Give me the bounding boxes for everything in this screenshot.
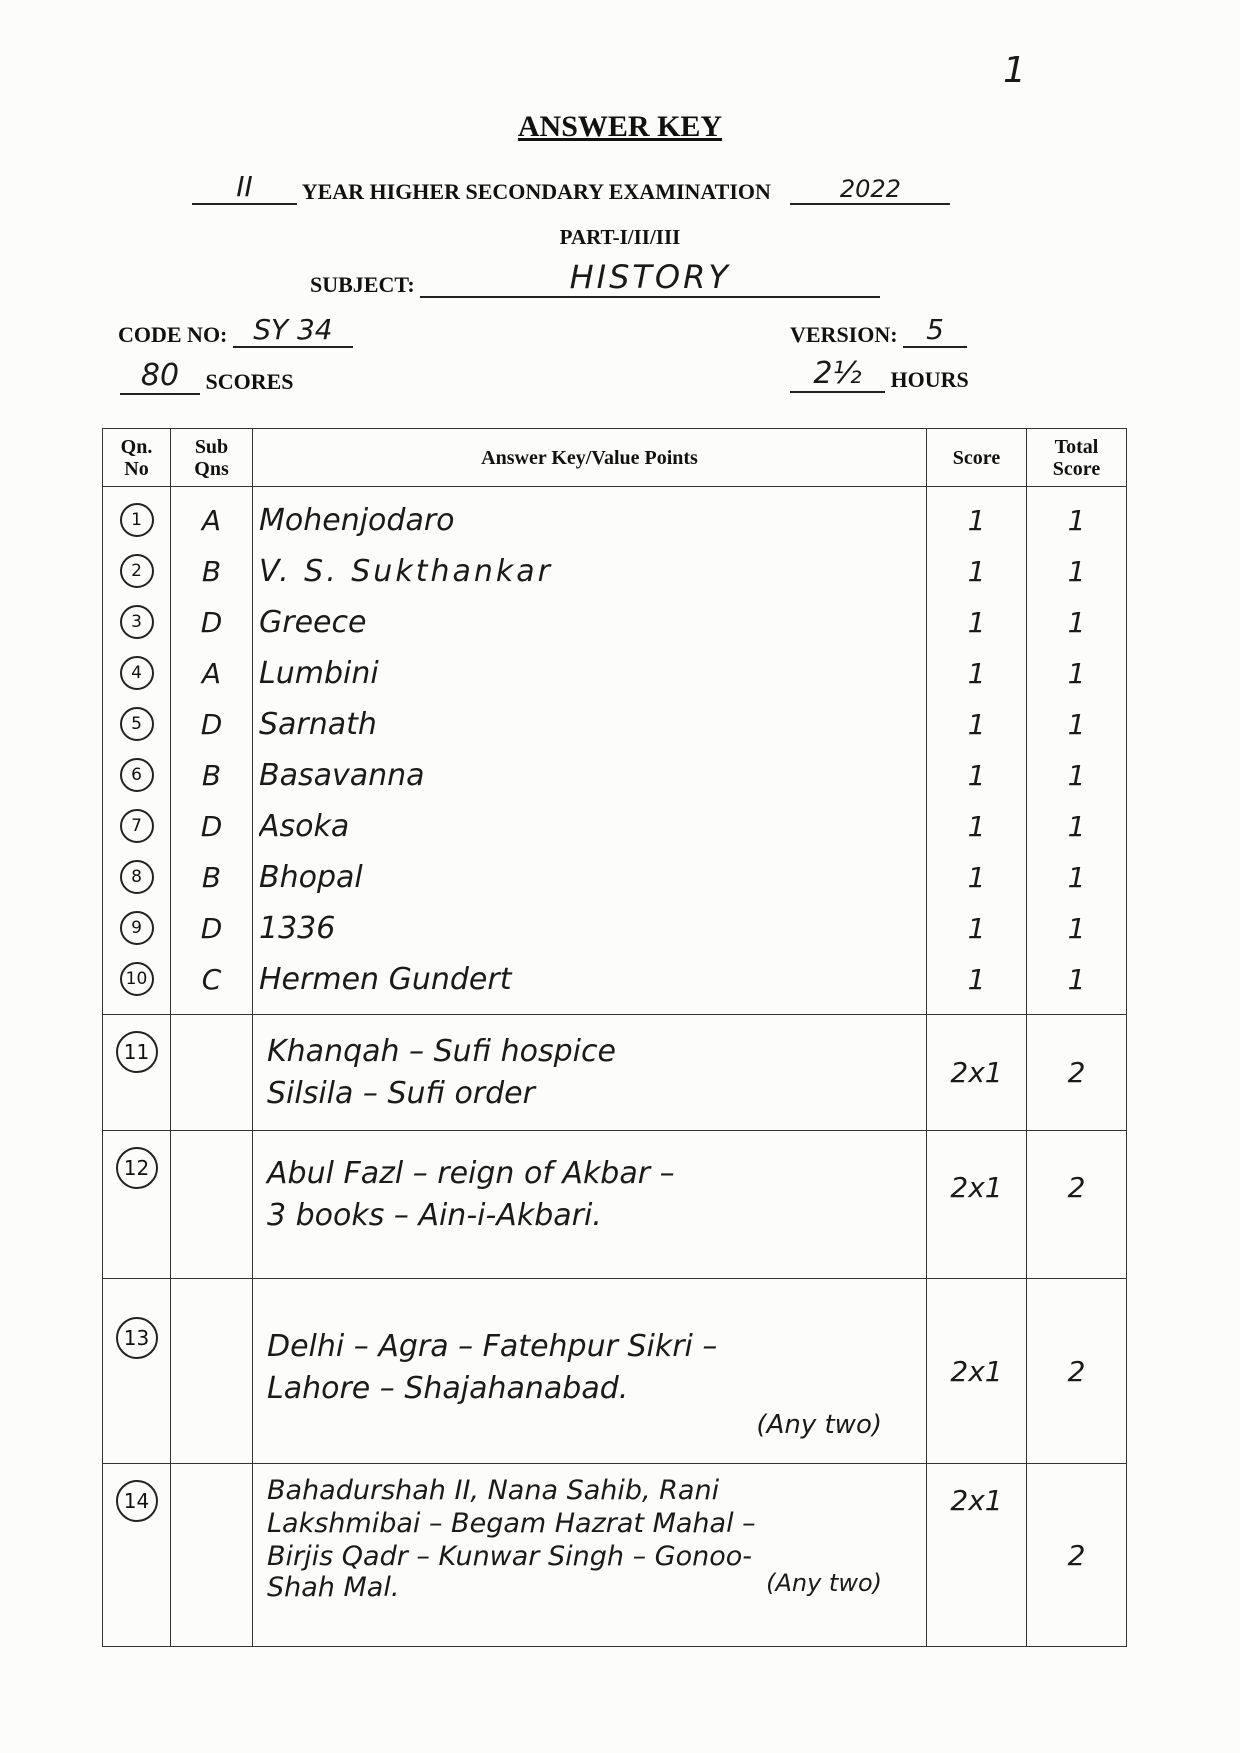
sub-2: B bbox=[201, 555, 222, 588]
answer-14-line-1: Bahadurshah II, Nana Sahib, Rani bbox=[267, 1475, 720, 1506]
subject-value: HISTORY bbox=[420, 258, 880, 298]
score-9: 1 bbox=[967, 912, 986, 945]
header-total: Total Score bbox=[1027, 429, 1127, 487]
answer-14 bbox=[253, 1464, 927, 1647]
table-row-q14 bbox=[103, 1464, 1127, 1647]
document-title: ANSWER KEY bbox=[517, 110, 723, 143]
subject-label: SUBJECT: bbox=[310, 272, 415, 297]
answer-13-note: (Any two) bbox=[756, 1410, 882, 1440]
qn-6: 6 bbox=[109, 750, 164, 801]
score-6: 1 bbox=[967, 759, 986, 792]
qn-8: 8 bbox=[109, 852, 164, 903]
total-10: 1 bbox=[1067, 963, 1086, 996]
part-label: PART-I/II/III bbox=[559, 225, 681, 249]
scores-label: SCORES bbox=[205, 369, 294, 394]
exam-year: 2022 bbox=[790, 175, 950, 205]
answer-11-line-2: Silsila – Sufi order bbox=[267, 1075, 535, 1111]
total-11: 2 bbox=[1027, 1015, 1127, 1131]
answer-5: Sarnath bbox=[259, 707, 377, 742]
sub-5: D bbox=[200, 708, 223, 741]
version-value: 5 bbox=[903, 313, 967, 348]
table-header-row bbox=[103, 429, 1127, 487]
score-13: 2x1 bbox=[927, 1279, 1027, 1464]
answer-8: Bhopal bbox=[259, 860, 363, 895]
answer-14-line-2: Lakshmibai – Begam Hazrat Mahal – bbox=[267, 1508, 756, 1539]
answer-14-line-3: Birjis Qadr – Kunwar Singh – Gonoo- bbox=[267, 1541, 752, 1572]
total-1: 1 bbox=[1067, 504, 1086, 537]
sub-13 bbox=[171, 1279, 253, 1464]
score-11: 2x1 bbox=[927, 1015, 1027, 1131]
total-12: 2 bbox=[1027, 1131, 1127, 1279]
qn-1: 1 bbox=[109, 495, 164, 546]
qn-3: 3 bbox=[109, 597, 164, 648]
score-3: 1 bbox=[967, 606, 986, 639]
hours-value: 2½ bbox=[790, 356, 885, 393]
total-14: 2 bbox=[1027, 1464, 1127, 1647]
table-row-q13 bbox=[103, 1279, 1127, 1464]
total-7: 1 bbox=[1067, 810, 1086, 843]
qn-9: 9 bbox=[109, 903, 164, 954]
sub-1: A bbox=[201, 504, 222, 537]
year-label: YEAR HIGHER SECONDARY EXAMINATION bbox=[301, 179, 771, 204]
answer-4: Lumbini bbox=[259, 656, 379, 691]
version-label: VERSION: bbox=[790, 322, 898, 347]
score-10: 1 bbox=[967, 963, 986, 996]
qn-13: 13 bbox=[103, 1279, 171, 1464]
total-4: 1 bbox=[1067, 657, 1086, 690]
sub-7: D bbox=[200, 810, 223, 843]
qn-11: 11 bbox=[103, 1015, 171, 1131]
qn-14: 14 bbox=[103, 1464, 171, 1647]
header-answer: Answer Key/Value Points bbox=[253, 429, 927, 487]
answer-1: Mohenjodaro bbox=[259, 503, 455, 538]
total-5: 1 bbox=[1067, 708, 1086, 741]
sub-8: B bbox=[201, 861, 222, 894]
sub-3: D bbox=[200, 606, 223, 639]
score-12: 2x1 bbox=[927, 1131, 1027, 1279]
year-value: II bbox=[192, 170, 297, 205]
answer-11 bbox=[253, 1015, 927, 1131]
mcq-qn-column bbox=[103, 487, 171, 1015]
score-1: 1 bbox=[967, 504, 986, 537]
qn-4: 4 bbox=[109, 648, 164, 699]
answer-13-line-2: Lahore – Shajahanabad. bbox=[267, 1371, 629, 1406]
mcq-total-column bbox=[1027, 487, 1127, 1015]
mcq-block bbox=[103, 487, 1127, 1015]
answer-12 bbox=[253, 1131, 927, 1279]
sub-6: B bbox=[201, 759, 222, 792]
mcq-answer-column bbox=[253, 487, 927, 1015]
answer-3: Greece bbox=[259, 605, 367, 640]
header-sub: Sub Qns bbox=[171, 429, 253, 487]
qn-12: 12 bbox=[103, 1131, 171, 1279]
score-8: 1 bbox=[967, 861, 986, 894]
code-value: SY 34 bbox=[233, 313, 353, 348]
answer-13-line-1: Delhi – Agra – Fatehpur Sikri – bbox=[267, 1329, 718, 1364]
total-8: 1 bbox=[1067, 861, 1086, 894]
hours-label: HOURS bbox=[890, 367, 969, 392]
answer-11-line-1: Khanqah – Sufi hospice bbox=[267, 1033, 616, 1069]
version-line bbox=[790, 313, 967, 348]
hours-line bbox=[790, 356, 969, 393]
total-3: 1 bbox=[1067, 606, 1086, 639]
header-qn: Qn. No bbox=[103, 429, 171, 487]
answer-14-line-4: Shah Mal. bbox=[267, 1572, 400, 1603]
answer-12-line-1: Abul Fazl – reign of Akbar – bbox=[267, 1156, 675, 1191]
answer-13 bbox=[253, 1279, 927, 1464]
sub-9: D bbox=[200, 912, 223, 945]
code-line bbox=[118, 313, 353, 348]
total-2: 1 bbox=[1067, 555, 1086, 588]
answer-7: Asoka bbox=[259, 809, 350, 844]
qn-5: 5 bbox=[109, 699, 164, 750]
scores-value: 80 bbox=[120, 358, 200, 395]
scores-line bbox=[120, 358, 294, 395]
answer-key-table bbox=[102, 428, 1127, 1647]
score-14: 2x1 bbox=[927, 1464, 1027, 1647]
total-9: 1 bbox=[1067, 912, 1086, 945]
score-7: 1 bbox=[967, 810, 986, 843]
code-label: CODE NO: bbox=[118, 322, 228, 347]
sub-4: A bbox=[201, 657, 222, 690]
score-5: 1 bbox=[967, 708, 986, 741]
total-6: 1 bbox=[1067, 759, 1086, 792]
qn-2: 2 bbox=[109, 546, 164, 597]
answer-6: Basavanna bbox=[259, 758, 425, 793]
qn-7: 7 bbox=[109, 801, 164, 852]
sub-14 bbox=[171, 1464, 253, 1647]
table-row-q12 bbox=[103, 1131, 1127, 1279]
page-number: 1 bbox=[1003, 50, 1026, 91]
answer-10: Hermen Gundert bbox=[259, 962, 512, 997]
qn-10: 10 bbox=[109, 954, 164, 1005]
mcq-score-column bbox=[927, 487, 1027, 1015]
mcq-sub-column bbox=[171, 487, 253, 1015]
answer-9: 1336 bbox=[259, 911, 336, 946]
subject-line bbox=[310, 258, 880, 298]
table-row-q11 bbox=[103, 1015, 1127, 1131]
exam-year-line bbox=[192, 170, 1192, 205]
answer-12-line-2: 3 books – Ain-i-Akbari. bbox=[267, 1198, 602, 1233]
score-4: 1 bbox=[967, 657, 986, 690]
answer-2: V. S. Sukthankar bbox=[259, 554, 553, 589]
total-13: 2 bbox=[1027, 1279, 1127, 1464]
answer-14-note: (Any two) bbox=[766, 1569, 882, 1597]
sub-10: C bbox=[201, 963, 222, 996]
header-score: Score bbox=[927, 429, 1027, 487]
score-2: 1 bbox=[967, 555, 986, 588]
sub-11 bbox=[171, 1015, 253, 1131]
sub-12 bbox=[171, 1131, 253, 1279]
